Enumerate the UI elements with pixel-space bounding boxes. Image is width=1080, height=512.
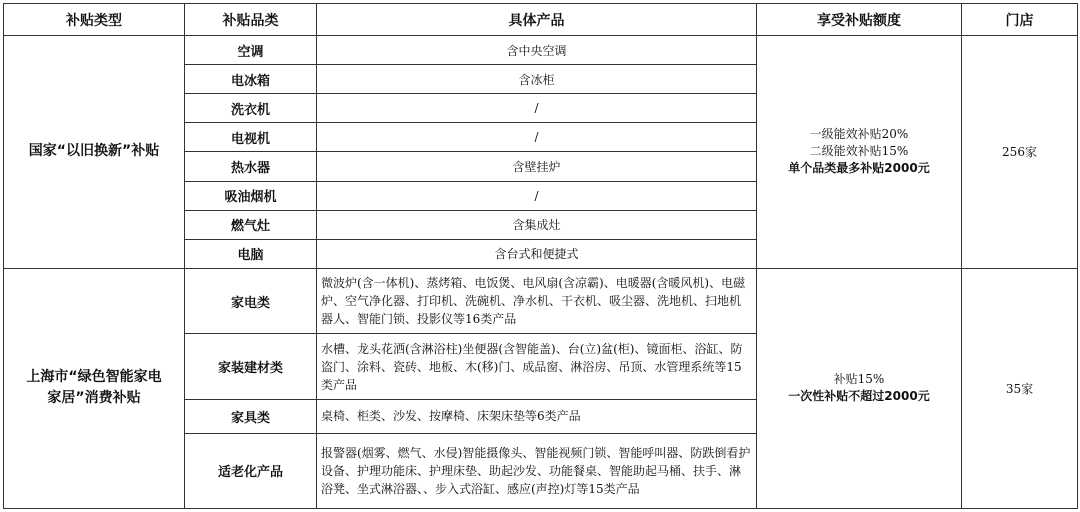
quota-max-line: 单个品类最多补贴2000元 xyxy=(788,161,930,176)
category-cell: 洗衣机 xyxy=(185,94,317,123)
category-cell: 电视机 xyxy=(185,123,317,152)
national-subsidy-type: 国家“以旧换新”补贴 xyxy=(4,36,185,269)
shanghai-subsidy-type xyxy=(4,268,185,508)
category-cell: 家具类 xyxy=(185,400,317,433)
table-row xyxy=(4,268,1078,333)
product-cell: / xyxy=(317,123,757,152)
product-cell: 含冰柜 xyxy=(317,65,757,94)
subsidy-table xyxy=(3,3,1078,509)
product-cell: 含壁挂炉 xyxy=(317,152,757,181)
product-cell: 报警器(烟雾、燃气、水侵)智能摄像头、智能视频门锁、智能呼叫器、防跌倒看护设备、护理功能床、护理床垫、助起沙发、功能餐桌、智能助起马桶、扶手、淋浴凳、坐式淋浴器、、步入式浴缸、感应(声控)灯等15类产品 xyxy=(317,433,757,508)
quota-line: 一级能效补贴20% xyxy=(809,127,909,142)
product-cell: 桌椅、柜类、沙发、按摩椅、床架床垫等6类产品 xyxy=(317,400,757,433)
shanghai-type-line: 上海市“绿色智能家电 xyxy=(26,369,162,386)
category-cell: 适老化产品 xyxy=(185,433,317,508)
header-subsidy-category: 补贴品类 xyxy=(185,4,317,36)
header-row xyxy=(4,4,1078,36)
category-cell: 电脑 xyxy=(185,239,317,268)
header-stores: 门店 xyxy=(962,4,1078,36)
product-cell: 水槽、龙头花洒(含淋浴柱)坐便器(含智能盖)、台(立)盆(柜)、镜面柜、浴缸、防盗门、涂料、瓷砖、地板、木(移)门、成品窗、淋浴房、吊顶、水管理系统等15类产品 xyxy=(317,334,757,400)
header-specific-product: 具体产品 xyxy=(317,4,757,36)
product-cell: / xyxy=(317,181,757,210)
quota-line: 补贴15% xyxy=(833,372,885,387)
shanghai-stores-cell: 35家 xyxy=(962,268,1078,508)
category-cell: 家电类 xyxy=(185,268,317,333)
category-cell: 空调 xyxy=(185,36,317,65)
national-stores-cell: 256家 xyxy=(962,36,1078,269)
category-cell: 电冰箱 xyxy=(185,65,317,94)
quota-line: 二级能效补贴15% xyxy=(809,144,909,159)
product-cell: 微波炉(含一体机)、蒸烤箱、电饭煲、电风扇(含凉霸)、电暖器(含暖风机)、电磁炉、空气净化器、打印机、洗碗机、净水机、干衣机、吸尘器、洗地机、扫地机器人、智能门锁、投影仪等16类产品 xyxy=(317,268,757,333)
product-cell: 含中央空调 xyxy=(317,36,757,65)
shanghai-type-line: 家居”消费补贴 xyxy=(47,390,141,407)
category-cell: 吸油烟机 xyxy=(185,181,317,210)
product-cell: 含台式和便捷式 xyxy=(317,239,757,268)
shanghai-quota-cell xyxy=(757,268,962,508)
header-subsidy-quota: 享受补贴额度 xyxy=(757,4,962,36)
product-cell: / xyxy=(317,94,757,123)
category-cell: 燃气灶 xyxy=(185,210,317,239)
product-cell: 含集成灶 xyxy=(317,210,757,239)
header-subsidy-type: 补贴类型 xyxy=(4,4,185,36)
quota-max-line: 一次性补贴不超过2000元 xyxy=(788,389,930,404)
national-quota-cell xyxy=(757,36,962,269)
category-cell: 热水器 xyxy=(185,152,317,181)
category-cell: 家装建材类 xyxy=(185,334,317,400)
table-row xyxy=(4,36,1078,65)
